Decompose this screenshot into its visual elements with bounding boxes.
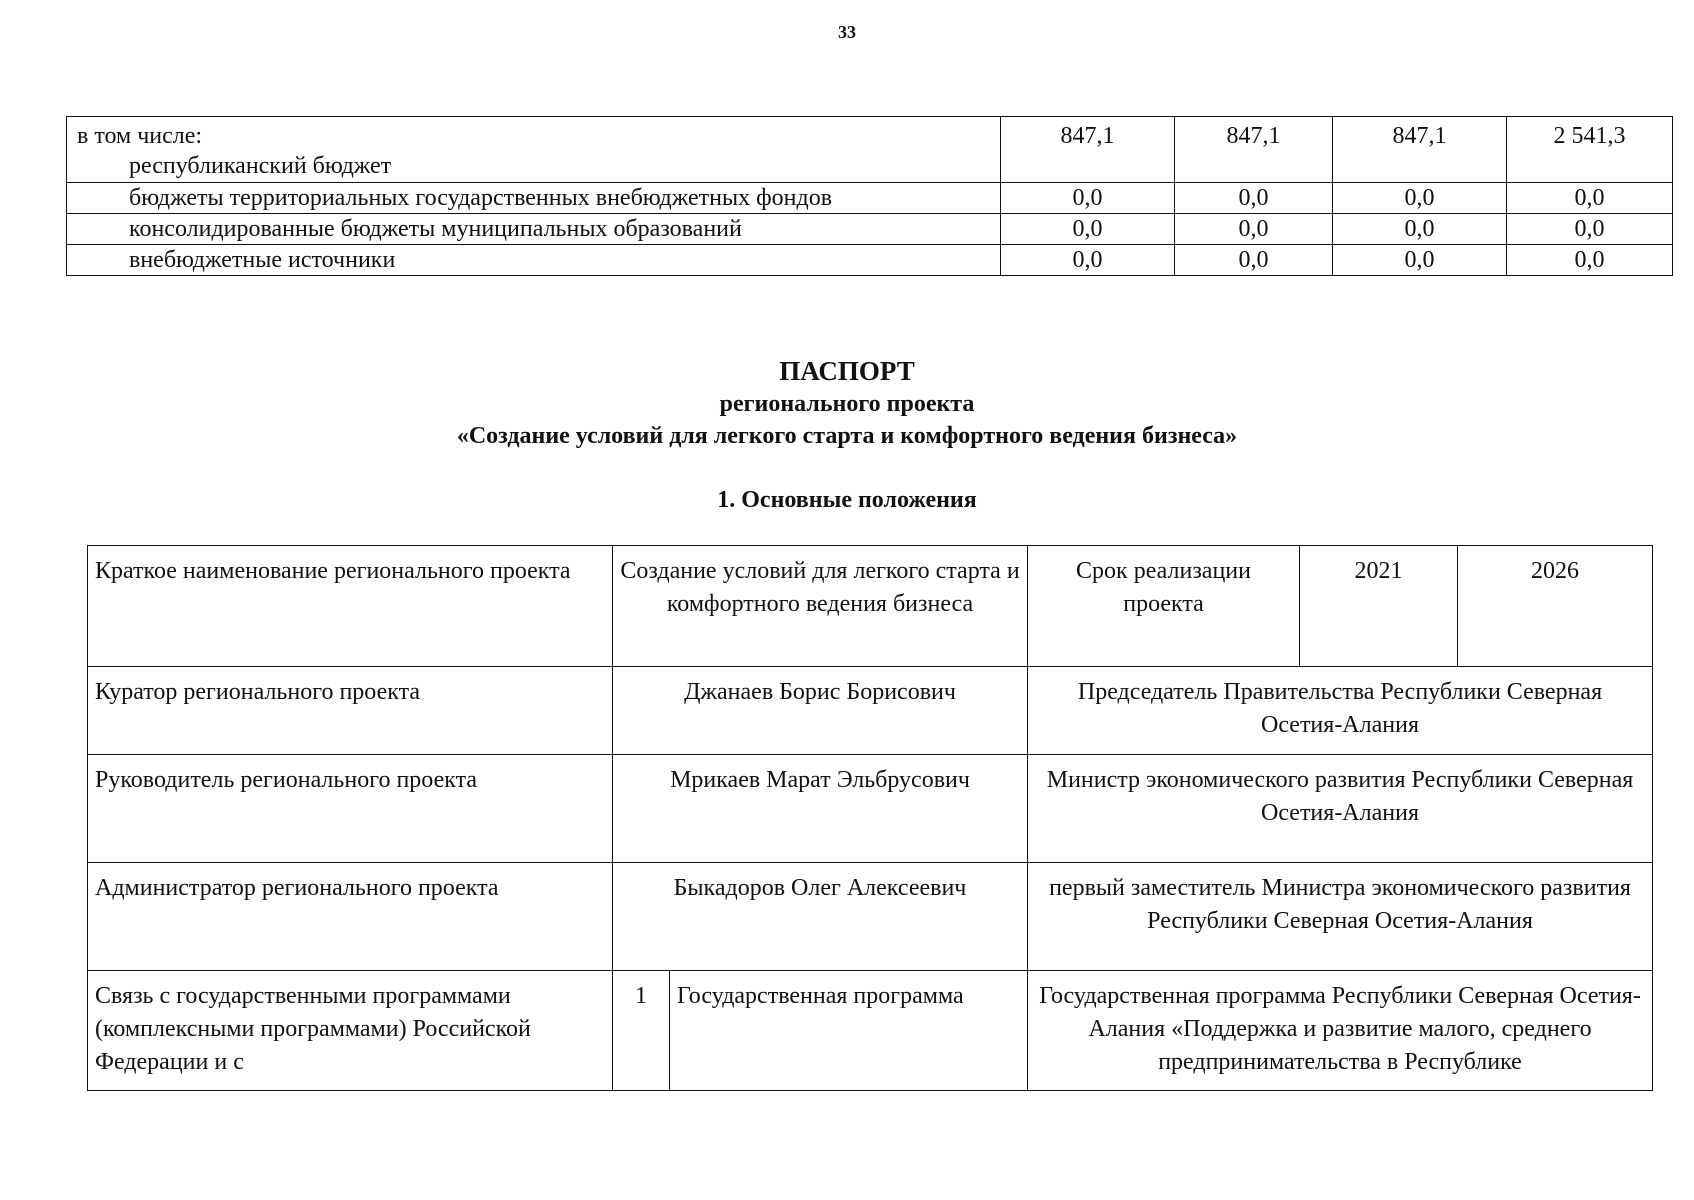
- cell-start-year: 2021: [1300, 546, 1458, 667]
- budget-label-republic: республиканский бюджет: [129, 153, 392, 179]
- cell-leader-name: Мрикаев Марат Эльбрусович: [613, 755, 1028, 863]
- budget-cell: 0,0: [1507, 214, 1673, 245]
- cell-end-year: 2026: [1458, 546, 1653, 667]
- budget-cell: 0,0: [1507, 183, 1673, 214]
- budget-row-funds: [67, 183, 1673, 214]
- budget-cell: 847,1: [1175, 117, 1333, 183]
- cell-programs-label: Связь с государственными программами (комплексными программами) Российской Федерации и с: [88, 971, 613, 1091]
- cell-short-name-label: Краткое наименование регионального проекта: [88, 546, 613, 667]
- budget-cell: 0,0: [1333, 183, 1507, 214]
- budget-cell: 847,1: [1001, 117, 1175, 183]
- budget-row-label: внебюджетные источники: [67, 245, 1001, 276]
- cell-programs-number: 1: [613, 971, 670, 1091]
- passport-heading: [0, 354, 1694, 452]
- row-leader: [88, 755, 1653, 863]
- row-curator: [88, 667, 1653, 755]
- passport-title: ПАСПОРТ: [779, 356, 915, 386]
- budget-label-including: в том числе:: [77, 123, 203, 149]
- cell-curator-position: Председатель Правительства Республики Северная Осетия-Алания: [1028, 667, 1653, 755]
- budget-cell: 0,0: [1333, 214, 1507, 245]
- row-programs: [88, 971, 1653, 1091]
- page-number: 33: [838, 22, 856, 42]
- budget-cell: 0,0: [1001, 245, 1175, 276]
- budget-row-label: [67, 117, 1001, 183]
- cell-administrator-name: Быкадоров Олег Алексеевич: [613, 863, 1028, 971]
- budget-cell: 0,0: [1001, 183, 1175, 214]
- cell-short-name-value: Создание условий для легкого старта и комфортного ведения бизнеса: [613, 546, 1028, 667]
- budget-cell: 0,0: [1507, 245, 1673, 276]
- cell-period-label: Срок реализации проекта: [1028, 546, 1300, 667]
- budget-cell: 847,1: [1333, 117, 1507, 183]
- budget-row-municipal: [67, 214, 1673, 245]
- budget-row-label: бюджеты территориальных государственных внебюджетных фондов: [67, 183, 1001, 214]
- budget-row-offbudget: [67, 245, 1673, 276]
- budget-row-label: консолидированные бюджеты муниципальных образований: [67, 214, 1001, 245]
- budget-table: [66, 116, 1673, 276]
- cell-programs-type: Государственная программа: [670, 971, 1028, 1091]
- budget-cell: 0,0: [1001, 214, 1175, 245]
- budget-row-republic: [67, 117, 1673, 183]
- cell-leader-position: Министр экономического развития Республики Северная Осетия-Алания: [1028, 755, 1653, 863]
- cell-leader-label: Руководитель регионального проекта: [88, 755, 613, 863]
- cell-curator-name: Джанаев Борис Борисович: [613, 667, 1028, 755]
- budget-cell: 0,0: [1175, 245, 1333, 276]
- cell-administrator-label: Администратор регионального проекта: [88, 863, 613, 971]
- project-name: «Создание условий для легкого старта и комфортного ведения бизнеса»: [456, 423, 1238, 449]
- passport-subtitle: регионального проекта: [719, 391, 975, 417]
- cell-administrator-position: первый заместитель Министра экономического развития Республики Северная Осетия-Алания: [1028, 863, 1653, 971]
- section-title: 1. Основные положения: [717, 487, 977, 513]
- row-administrator: [88, 863, 1653, 971]
- budget-cell: 2 541,3: [1507, 117, 1673, 183]
- budget-cell: 0,0: [1333, 245, 1507, 276]
- budget-cell: 0,0: [1175, 183, 1333, 214]
- row-short-name: [88, 546, 1653, 667]
- passport-table: [87, 545, 1653, 1091]
- cell-programs-value: Государственная программа Республики Северная Осетия-Алания «Поддержка и развитие малого, среднего предпринимательства в Республике: [1028, 971, 1653, 1091]
- budget-cell: 0,0: [1175, 214, 1333, 245]
- cell-curator-label: Куратор регионального проекта: [88, 667, 613, 755]
